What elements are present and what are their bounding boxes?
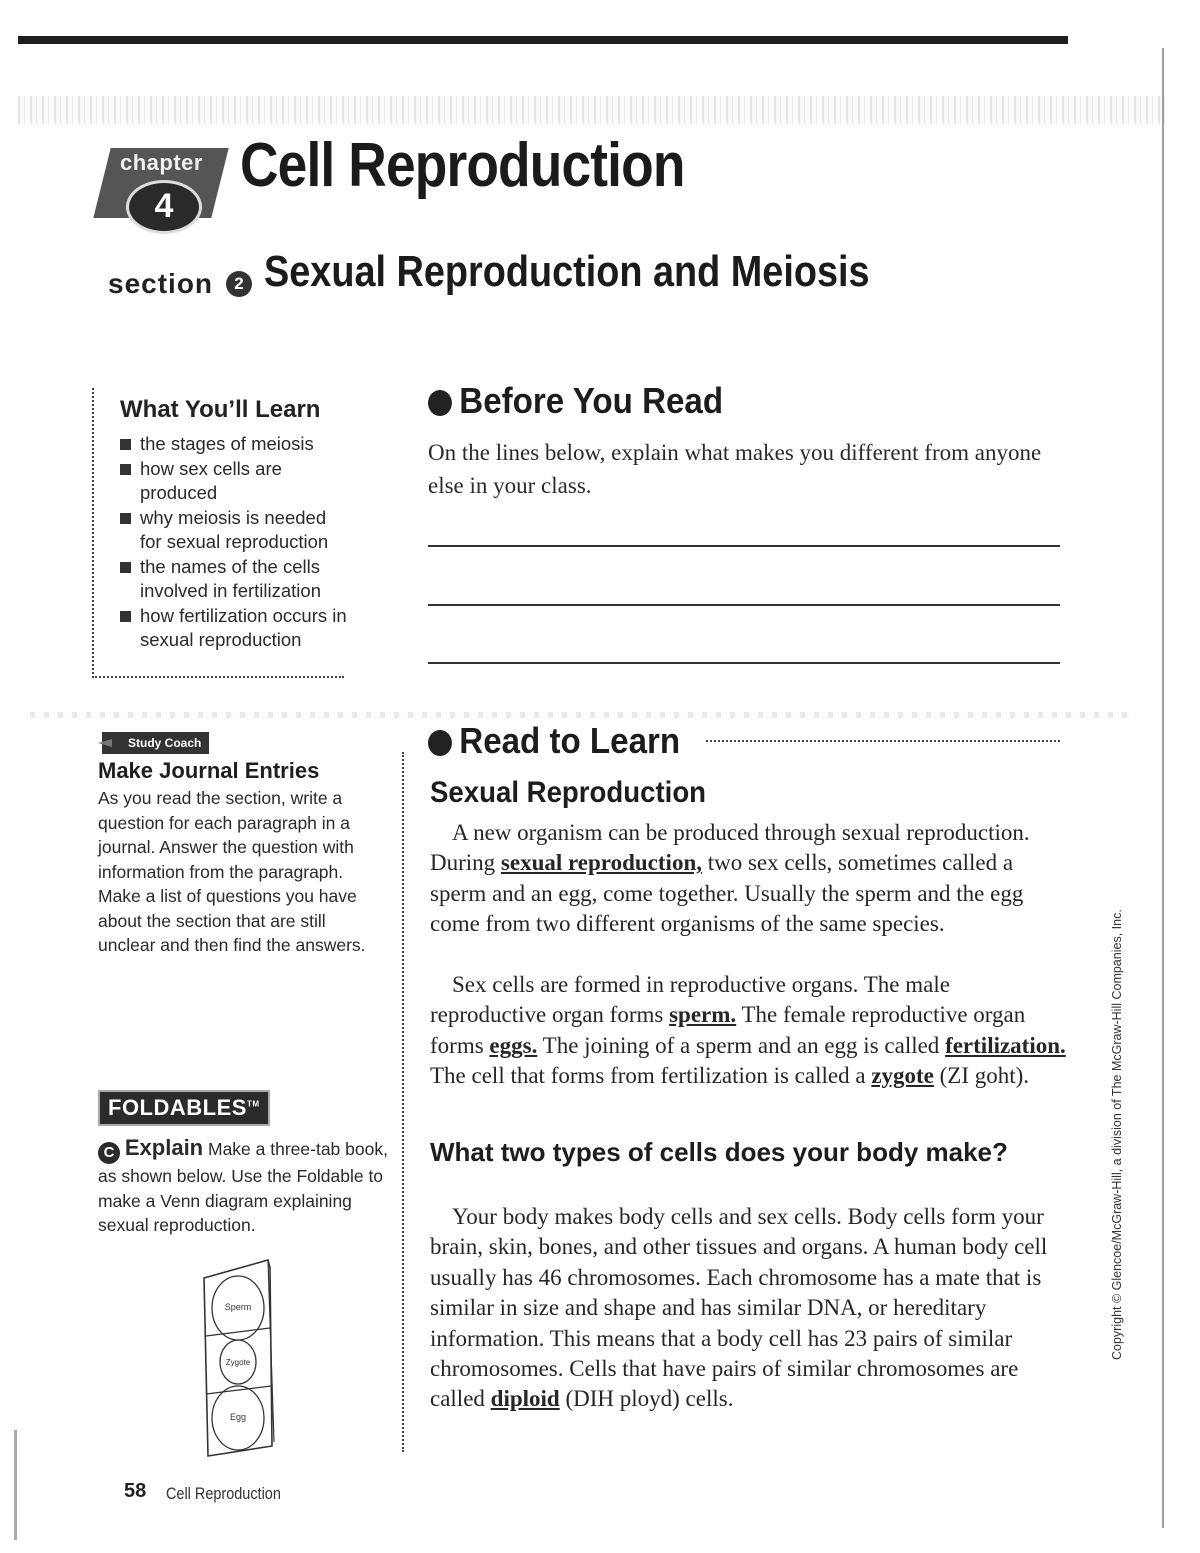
- learn-item: the names of the cells involved in fertilization: [120, 555, 350, 604]
- circle-bullet-icon: [428, 730, 452, 756]
- term-eggs: eggs.: [489, 1032, 538, 1058]
- section-title: Sexual Reproduction and Meiosis: [264, 247, 870, 296]
- tab-divider: [206, 1386, 271, 1394]
- paragraph-2: Sex cells are formed in reproductive organs. The male reproductive organ forms sperm. The female reproductive organ forms eggs. The joining of a sperm and an egg is called fertilization. The cell that forms from fertilization is called a zygote (ZI goht).: [430, 972, 1066, 1089]
- learn-item: the stages of meiosis: [120, 432, 350, 457]
- learn-item: how sex cells are produced: [120, 457, 350, 506]
- term-zygote: zygote: [871, 1063, 934, 1089]
- chapter-word: chapter: [120, 150, 203, 175]
- running-title: Cell Reproduction: [166, 1484, 281, 1503]
- before-you-read-prompt: On the lines below, explain what makes you different from anyone else in your class.: [428, 440, 1042, 498]
- foldables-logo: FOLDABLES™: [98, 1090, 270, 1126]
- tab-divider: [206, 1328, 270, 1336]
- what-youll-learn-box: [92, 388, 347, 678]
- page-edge-right: [1162, 48, 1164, 1528]
- square-bullet-icon: [120, 611, 131, 622]
- section-label: section: [108, 268, 214, 299]
- read-to-learn-heading: Read to Learn: [428, 720, 680, 762]
- section-number: 2: [226, 271, 252, 297]
- scan-divider: [30, 712, 1130, 718]
- square-bullet-icon: [120, 513, 131, 524]
- term-sperm: sperm.: [669, 1002, 737, 1028]
- diagram-label-zygote: Zygote: [225, 1358, 251, 1367]
- foldables-explain: Explain: [124, 1135, 204, 1160]
- scan-noise-band: [18, 96, 1168, 124]
- diagram-label-egg: Egg: [229, 1412, 247, 1422]
- paragraph-1: A new organism can be produced through sexual reproduction. During sexual reproduction, two sex cells, sometimes called a sperm and an egg, come together. Usually the sperm and the egg come from two different organisms of the same species.: [430, 820, 1030, 937]
- sexual-reproduction-heading: Sexual Reproduction: [430, 776, 707, 809]
- page-number: 58: [124, 1480, 147, 1502]
- page-edge-left: [14, 1430, 17, 1540]
- learn-list: [120, 432, 350, 653]
- study-coach-tag: Study Coach: [102, 732, 209, 754]
- pencil-icon: [98, 739, 112, 747]
- three-tab-book-diagram: [198, 1258, 288, 1458]
- term-sexual-reproduction: sexual reproduction,: [500, 850, 702, 876]
- copyright-notice: Copyright © Glencoe/McGraw-Hill, a division of The McGraw-Hill Companies, Inc.: [1110, 909, 1124, 1360]
- paragraph-3: Your body makes body cells and sex cells. Body cells form your brain, skin, bones, and other tissues and organs. A human body cell usually has 46 chromosomes. Each chromosome has a mate that is similar in size and shape and has similar DNA, or hereditary information. This means that a body cell has 23 pairs of similar chromosomes. Cells that have pairs of similar chromosomes are called diploid (DIH ployd) cells.: [430, 1204, 1048, 1412]
- diagram-label-sperm: Sperm: [224, 1302, 252, 1312]
- chapter-badge: [92, 140, 222, 236]
- top-rule: [18, 36, 1068, 44]
- heading-leader-dots: [706, 740, 1060, 742]
- square-bullet-icon: [120, 439, 131, 450]
- term-fertilization: fertilization.: [945, 1032, 1066, 1058]
- foldables-c-icon: C: [98, 1142, 120, 1164]
- foldables-instructions: C Explain Make a three-tab book, as shown below. Use the Foldable to make a Venn diagram explaining sexual reproduction.: [98, 1135, 388, 1235]
- chapter-number: 4: [126, 180, 202, 234]
- term-diploid: diploid: [490, 1386, 560, 1412]
- question-heading: What two types of cells does your body make?: [430, 1137, 1008, 1167]
- study-coach-body: As you read the section, write a question for each paragraph in a journal. Answer the question with information from the paragraph. Make a list of questions you have about the section that are still unclear and then find the answers.: [98, 788, 366, 955]
- study-coach-title: Make Journal Entries: [98, 758, 320, 783]
- square-bullet-icon: [120, 464, 131, 475]
- chapter-title: Cell Reproduction: [240, 131, 685, 200]
- circle-bullet-icon: [428, 390, 452, 416]
- answer-line-1[interactable]: [428, 545, 1060, 547]
- square-bullet-icon: [120, 562, 131, 573]
- before-you-read-heading: Before You Read: [428, 380, 723, 422]
- what-youll-learn-title: What You’ll Learn: [120, 396, 321, 423]
- answer-line-3[interactable]: [428, 662, 1060, 664]
- answer-line-2[interactable]: [428, 604, 1060, 606]
- learn-item: how fertilization occurs in sexual reproduction: [120, 604, 350, 653]
- learn-item: why meiosis is needed for sexual reproduction: [120, 506, 350, 555]
- column-divider: [402, 752, 404, 1452]
